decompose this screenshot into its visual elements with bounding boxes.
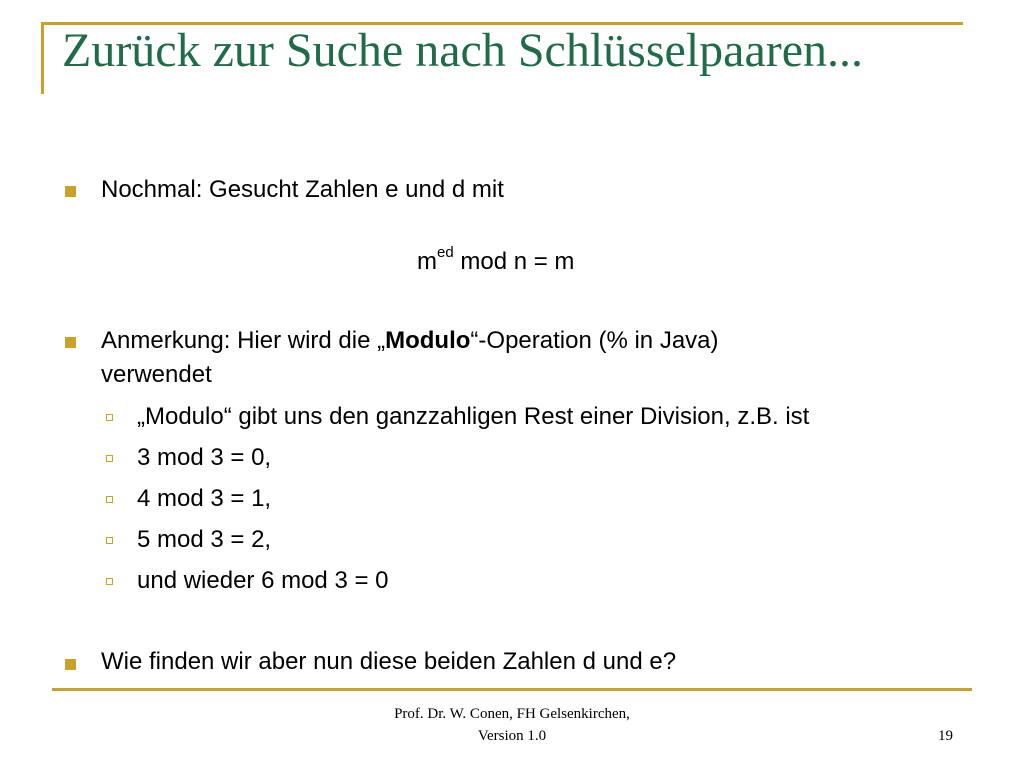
footer-credit [370, 704, 654, 748]
bullet-2-text-after: “-Operation (% in Java) [470, 327, 719, 354]
footer-line-2: Version 1.0 [477, 727, 547, 744]
sub-bullet-hollow-square-icon [106, 414, 113, 421]
page-number: 19 [938, 728, 953, 744]
sub-item: „Modulo“ gibt uns den ganzzahligen Rest einer Division, z.B. ist [137, 403, 810, 430]
sub-bullet-hollow-square-icon [106, 578, 113, 585]
bullet-2-bold: Modulo [385, 327, 471, 354]
bullet-2-continuation: verwendet [101, 361, 212, 388]
bullet-square-icon [65, 337, 76, 348]
formula-exponent: ed [437, 244, 454, 261]
formula-rest: mod n = m [453, 248, 575, 275]
title-bracket-vertical [41, 22, 44, 94]
bullet-3-text: Wie finden wir aber nun diese beiden Zahlen d und e? [101, 648, 677, 675]
bullet-square-icon [65, 659, 76, 670]
bullet-2-text [101, 326, 719, 356]
slide-title: Zurück zur Suche nach Schlüsselpaaren... [62, 24, 864, 77]
sub-bullet-hollow-square-icon [106, 537, 113, 544]
sub-item: und wieder 6 mod 3 = 0 [137, 567, 389, 594]
formula [417, 244, 574, 276]
bullet-1-text: Nochmal: Gesucht Zahlen e und d mit [101, 176, 504, 203]
sub-bullet-hollow-square-icon [106, 496, 113, 503]
formula-base: m [417, 248, 437, 275]
sub-item: 4 mod 3 = 1, [137, 485, 272, 512]
sub-item: 3 mod 3 = 0, [137, 444, 272, 471]
sub-bullet-hollow-square-icon [106, 455, 113, 462]
sub-item: 5 mod 3 = 2, [137, 526, 272, 553]
footer-line-1: Prof. Dr. W. Conen, FH Gelsenkirchen, [394, 706, 630, 722]
bullet-2-text-before: Anmerkung: Hier wird die „ [101, 327, 386, 354]
bullet-square-icon [65, 186, 76, 197]
footer-divider [52, 688, 972, 691]
